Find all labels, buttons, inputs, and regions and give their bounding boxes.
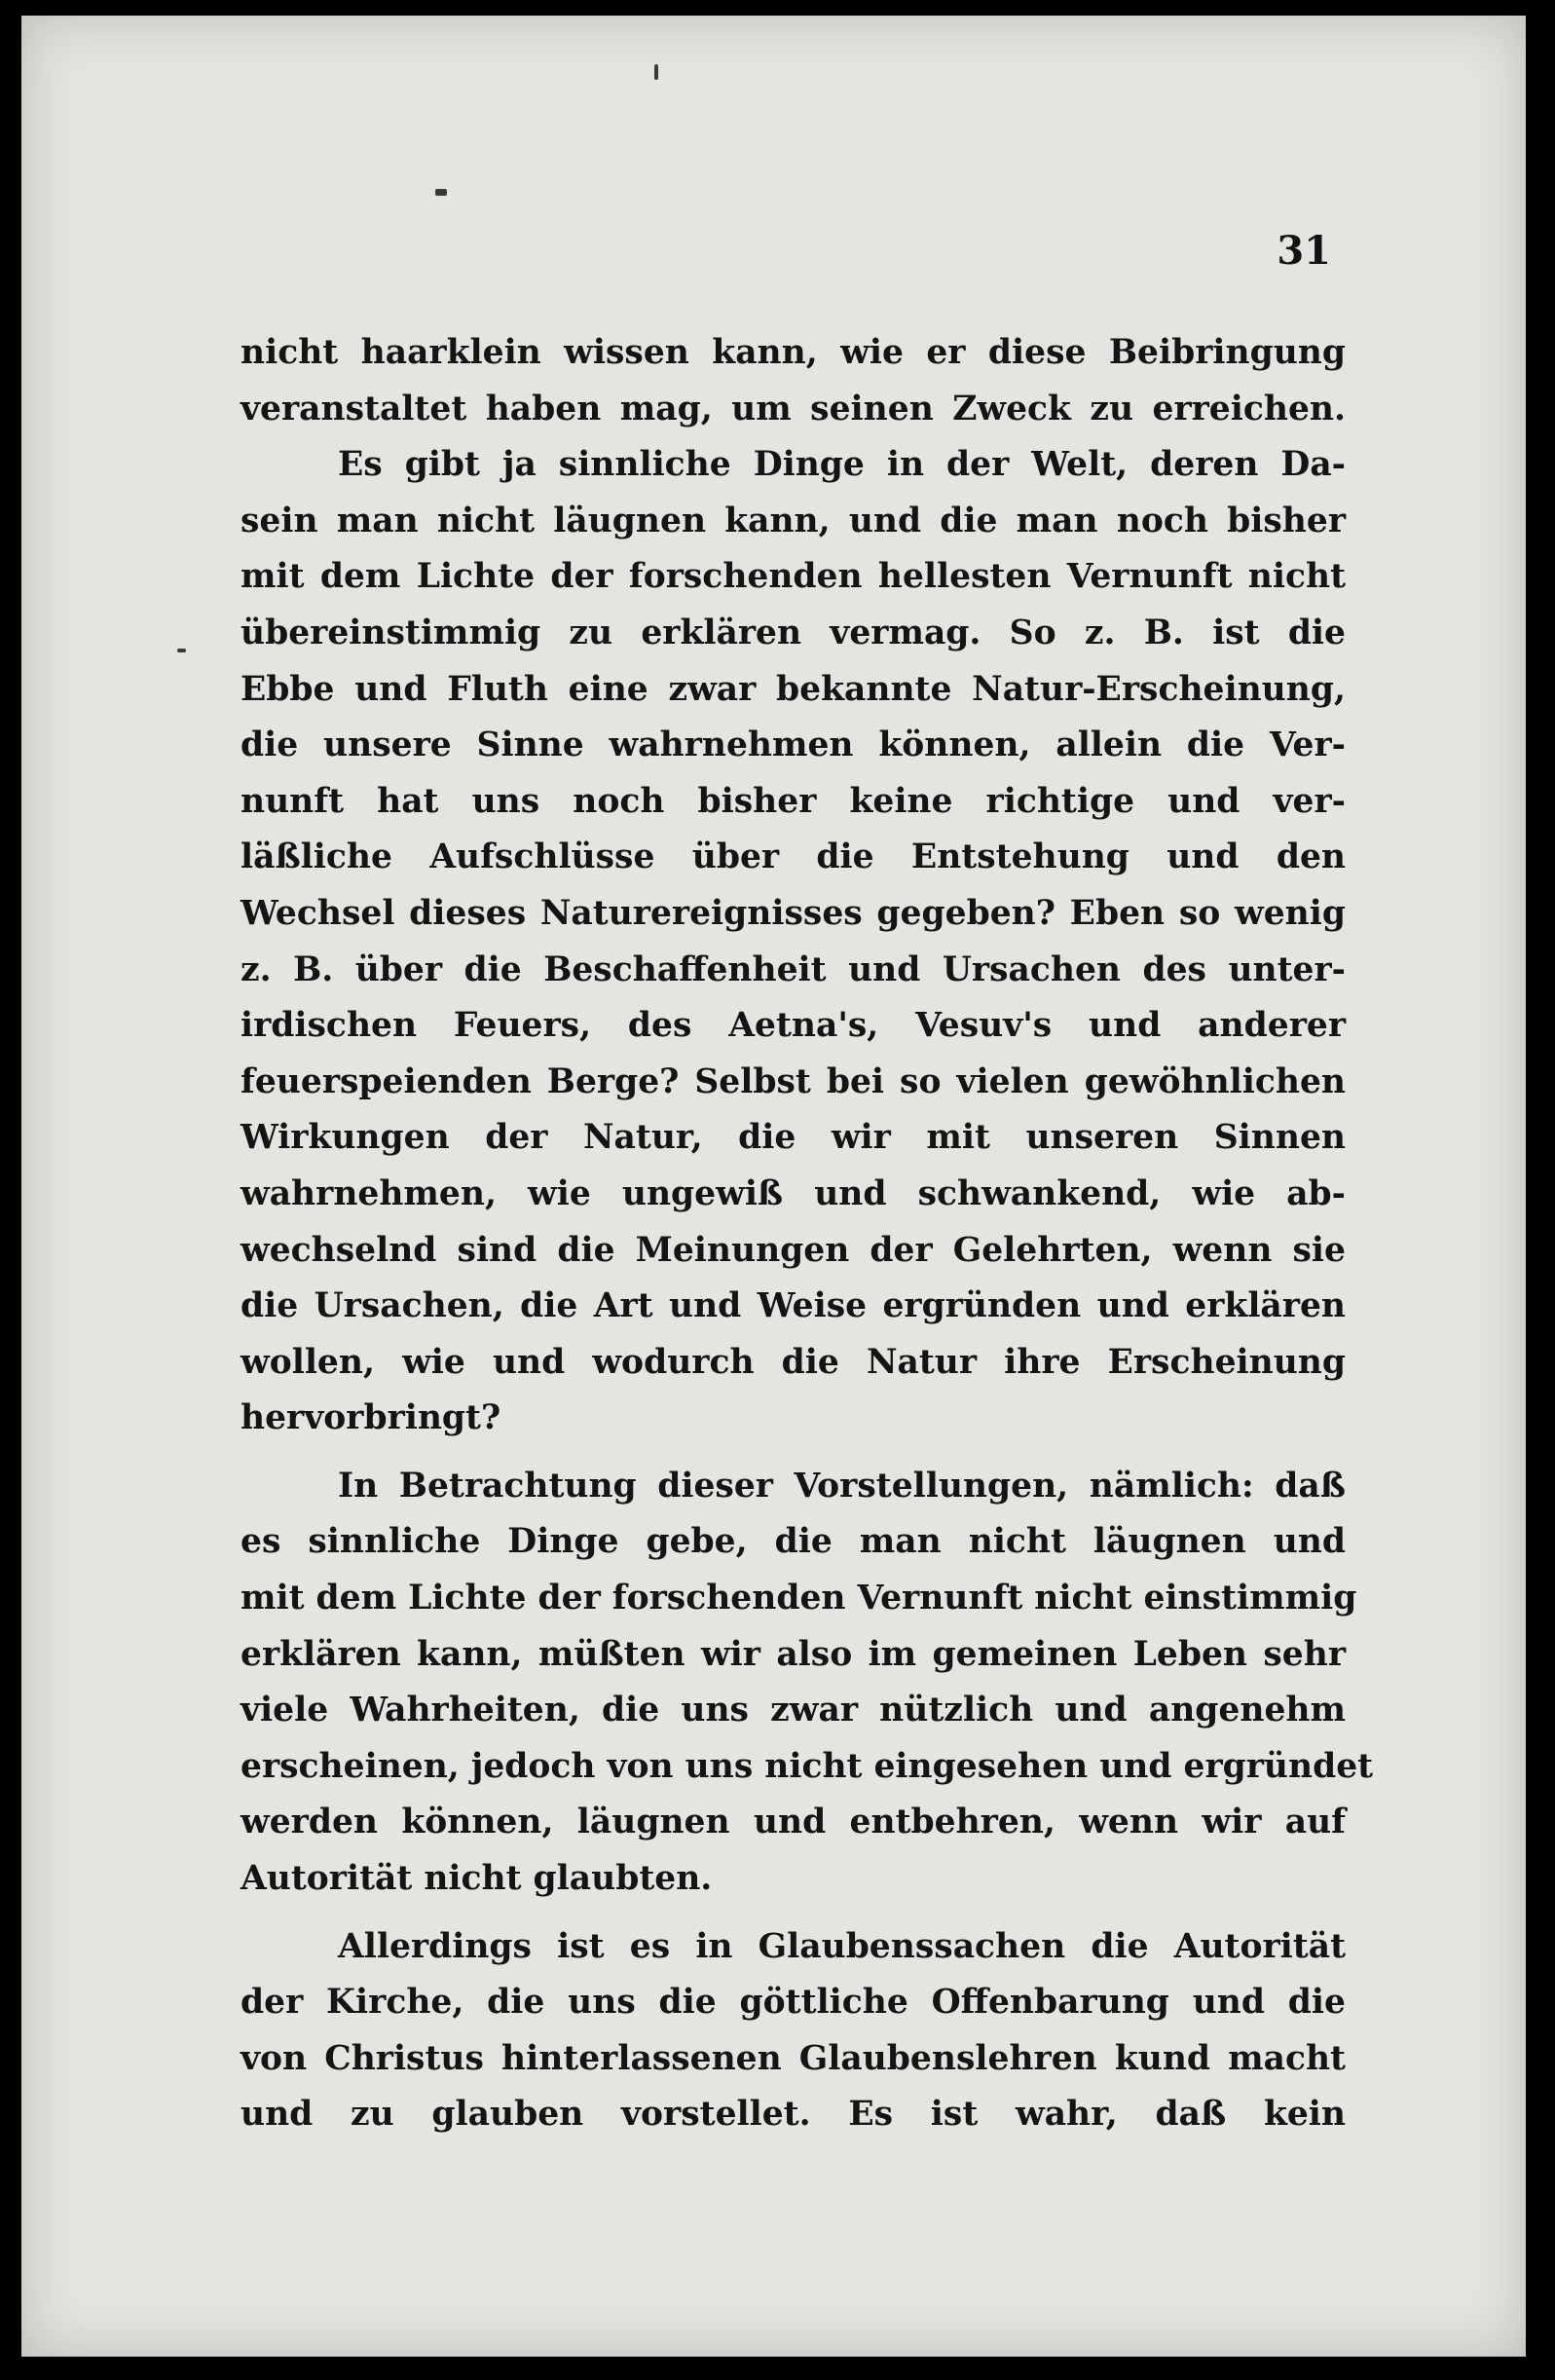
text-line: nunft hat uns noch bisher keine richtige und ver-: [241, 781, 1346, 821]
book-page: [21, 16, 1526, 2357]
paragraph: [241, 1919, 1346, 2143]
text-line: nicht haarklein wissen kann, wie er diese Beibringung: [241, 333, 1346, 372]
text-line: erscheinen, jedoch von uns nicht eingesehen und ergründet: [241, 1746, 1374, 1786]
text-line: Wechsel dieses Naturereignisses gegeben? Eben so wenig: [241, 893, 1346, 933]
text-line: die Ursachen, die Art und Weise ergründen und erklären: [241, 1286, 1346, 1326]
page-number: 31: [1277, 228, 1331, 274]
text-line: die unsere Sinne wahrnehmen können, allein die Ver-: [241, 725, 1346, 765]
text-line: und zu glauben vorstellet. Es ist wahr, daß kein: [241, 2095, 1346, 2135]
paragraph-gap: [241, 1908, 1346, 1919]
text-line: irdischen Feuers, des Aetna's, Vesuv's und anderer: [241, 1006, 1346, 1046]
text-line: viele Wahrheiten, die uns zwar nützlich und angenehm: [241, 1691, 1346, 1730]
text-line: mit dem Lichte der forschenden Vernunft nicht einstimmig: [241, 1579, 1357, 1618]
text-line: Autorität nicht glaubten.: [241, 1859, 713, 1899]
text-line: Wirkungen der Natur, die wir mit unseren Sinnen: [241, 1118, 1346, 1158]
text-line: wahrnehmen, wie ungewiß und schwankend, wie ab-: [241, 1173, 1346, 1213]
text-line: von Christus hinterlassenen Glaubenslehren kund macht: [241, 2038, 1346, 2078]
text-line: wollen, wie und wodurch die Natur ihre Erscheinung: [241, 1342, 1346, 1382]
text-line: erklären kann, müßten wir also im gemeinen Leben sehr: [241, 1634, 1346, 1674]
text-line: der Kirche, die uns die göttliche Offenbarung und die: [241, 1983, 1346, 2023]
text-line: feuerspeienden Berge? Selbst bei so vielen gewöhnlichen: [241, 1061, 1346, 1101]
text-line: läßliche Aufschlüsse über die Entstehung und den: [241, 837, 1346, 877]
paragraph-gap: [241, 1447, 1346, 1459]
text-line: mit dem Lichte der forschenden hellesten Vernunft nicht: [241, 557, 1346, 597]
text-line: werden können, läugnen und entbehren, wenn wir auf: [241, 1803, 1346, 1842]
scan-speck: [177, 649, 186, 652]
scan-speck: [435, 189, 447, 196]
text-line: veranstaltet haben mag, um seinen Zweck zu erreichen.: [241, 389, 1346, 428]
text-line: sein man nicht läugnen kann, und die man noch bisher: [241, 501, 1346, 540]
paragraph: [241, 1459, 1374, 1908]
text-line: hervorbringt?: [241, 1398, 501, 1438]
text-line: Es gibt ja sinnliche Dinge in der Welt, deren Da-: [338, 445, 1346, 485]
paragraph: [241, 325, 1346, 437]
text-line: es sinnliche Dinge gebe, die man nicht läugnen und: [241, 1522, 1346, 1562]
text-line: wechselnd sind die Meinungen der Gelehrten, wenn sie: [241, 1230, 1346, 1270]
text-line: In Betrachtung dieser Vorstellungen, nämlich: daß: [338, 1466, 1346, 1506]
text-line: z. B. über die Beschaffenheit und Ursachen des unter-: [241, 949, 1346, 989]
text-line: Allerdings ist es in Glaubenssachen die Autorität: [338, 1926, 1346, 1966]
paragraph: [241, 437, 1346, 1447]
text-line: Ebbe und Fluth eine zwar bekannte Natur-Erscheinung,: [241, 669, 1346, 709]
text-line: übereinstimmig zu erklären vermag. So z. B. ist die: [241, 613, 1346, 652]
page-text: [241, 325, 1374, 2143]
scan-speck: [654, 64, 658, 80]
